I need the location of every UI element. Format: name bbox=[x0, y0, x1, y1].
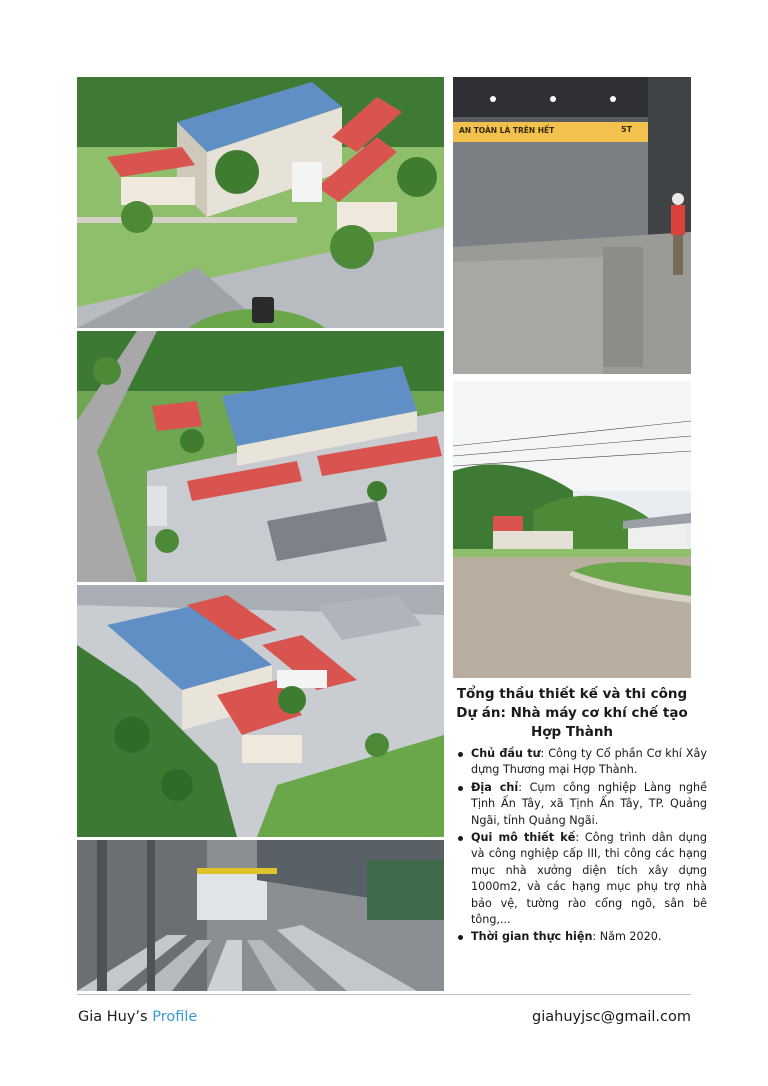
crane-capacity-text: 5T bbox=[621, 125, 633, 134]
steel-beams-photo bbox=[77, 840, 444, 991]
footer-name: Gia Huy’s bbox=[78, 1009, 148, 1025]
detail-text: : Công ty Cổ phần Cơ khí Xây dựng Thương mại Hợp Thành. bbox=[471, 747, 707, 777]
safety-banner bbox=[459, 126, 554, 135]
aerial-render-photo-1 bbox=[77, 77, 444, 328]
crane-capacity-label bbox=[621, 125, 632, 134]
footer-brand bbox=[78, 1009, 197, 1025]
factory-interior-photo bbox=[453, 77, 691, 374]
factory-entrance-photo bbox=[453, 381, 691, 678]
footer-accent: Profile bbox=[152, 1009, 198, 1025]
safety-banner-text: AN TOÀN LÀ TRÊN HẾT bbox=[459, 126, 555, 135]
project-title: Tổng thầu thiết kế và thi công Dự án: Nhà máy cơ khí chế tạo Hợp Thành bbox=[456, 686, 688, 740]
detail-label: Qui mô thiết kế bbox=[471, 831, 576, 845]
detail-label: Thời gian thực hiện bbox=[471, 930, 593, 944]
detail-text: : Công trình dân dụng và công nghiệp cấp III, thi công các hạng mục nhà xưởng diện tích xây dựng 1000m2, và các hạng mục phụ trợ nhà bảo vệ, tường rào cổng ngõ, sân bê tông,... bbox=[471, 831, 707, 927]
aerial-render-photo-2 bbox=[77, 331, 444, 582]
detail-text: : Năm 2020. bbox=[592, 930, 662, 944]
detail-time bbox=[471, 929, 707, 945]
aerial-render-photo-3 bbox=[77, 585, 444, 837]
footer-email: giahuyjsc@gmail.com bbox=[532, 1009, 691, 1025]
detail-address bbox=[471, 780, 707, 829]
detail-label: Địa chỉ bbox=[471, 780, 519, 794]
detail-label: Chủ đầu tư bbox=[471, 747, 541, 760]
detail-text: : Cụm công nghiệp Làng nghề Tịnh Ấn Tây, xã Tịnh Ấn Tây, TP. Quảng Ngãi, tỉnh Quảng Ngãi. bbox=[471, 780, 708, 827]
detail-scale bbox=[471, 830, 707, 928]
footer-divider bbox=[77, 994, 691, 995]
project-details-list bbox=[456, 746, 707, 947]
detail-investor bbox=[471, 746, 707, 779]
